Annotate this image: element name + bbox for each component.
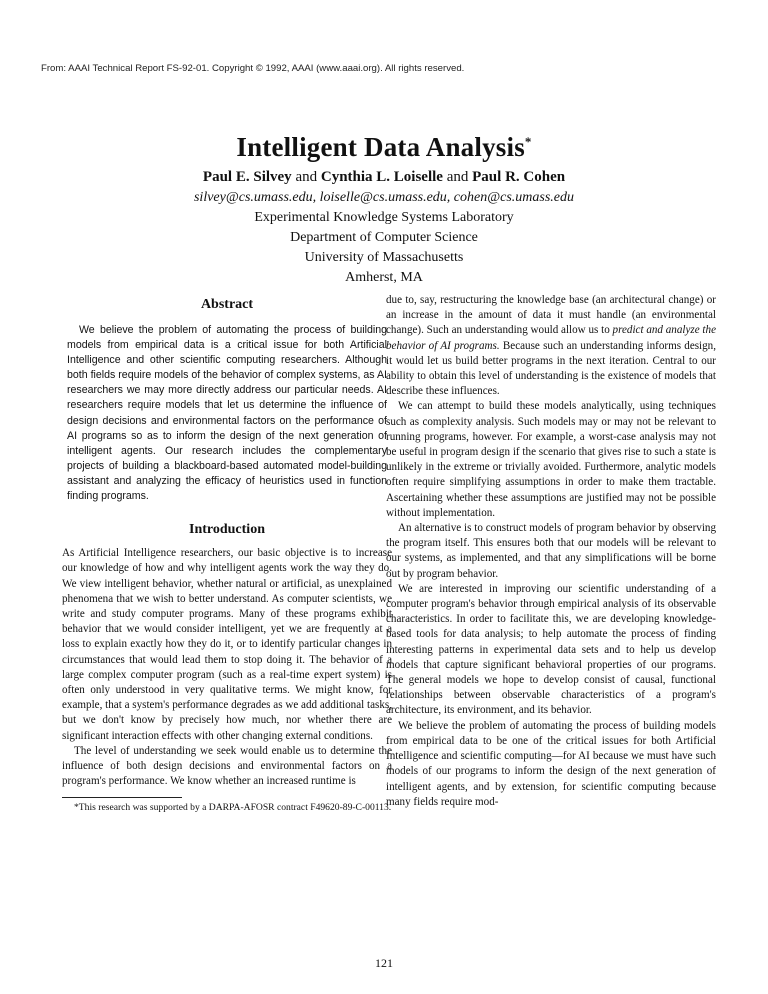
emphasis-predict-analyze: predict and analyze the behavior of AI programs. — [386, 324, 716, 352]
author-2: Cynthia L. Loiselle — [320, 169, 443, 185]
author-3: Paul R. Cohen — [472, 169, 566, 185]
affiliation-department: Department of Computer Science — [290, 230, 478, 245]
affiliation-university: University of Massachusetts — [304, 250, 464, 265]
author-emails: silvey@cs.umass.edu, loiselle@cs.umass.edu, cohen@cs.umass.edu — [193, 190, 575, 205]
right-column — [386, 293, 716, 810]
title-block — [0, 130, 768, 288]
left-column — [62, 293, 392, 815]
page-number: 121 — [375, 956, 393, 970]
author-list — [0, 167, 768, 188]
intro-paragraph-5: We are interested in improving our scientific understanding of a computer program's behavior through empirical analysis of its observable characteristics. In order to facilitate this, we are developing knowledge-based tools for data analysis; to help automate the process of finding interesting patterns in experimental data sets and to help us develop models that capture significant behavioral properties of our programs. The general models we hope to develop consist of causal, functional relationships between observable characteristics of a program's architecture, its environment, and its behavior. — [386, 582, 716, 717]
author-separator: and — [295, 169, 318, 185]
intro-paragraph-4: An alternative is to construct models of program behavior by observing the program itself. This ensures both that our models will be relevant to our systems, as implemented, and that any simplifications will be borne out by program behavior. — [386, 522, 716, 580]
introduction-heading: Introduction — [189, 522, 265, 538]
intro-paragraph-1: As Artificial Intelligence researchers, our basic objective is to increase our knowledge of how and why intelligent agents work the way they do. We view intelligent behavior, whether natural or artificial, as unexplained phenomena that we wish to better understand. As computer scientists, we write and study computer programs. Many of these programs exhibit behavior that we would consider intelligent, yet we are frequently at a loss to explain exactly how they do it, or to identify particular changes in circumstances that would lead them to stop doing it. The behavior of a large complex computer program (such as a real-time expert system) is often only understood in very qualitative terms. We might know, for example, that a system's performance degrades as we add additional tasks, but we don't know by precisely how much, nor whether there are significant interaction effects with other changing external conditions. — [62, 547, 392, 742]
intro-paragraph-2: The level of understanding we seek would enable us to determine the influence of both design decisions and environmental factors on a program's performance. We know whether an increased runtime is — [62, 744, 392, 788]
intro-paragraph-3: We can attempt to build these models analytically, using techniques such as complexity analysis. Such models may or may not be relevant to running programs, however. For example, a worst-case analysis may not be useful in program design if the scenario that gives rise to such a state is unlikely in the extreme or trivially avoided. Furthermore, analytic models often require simplifying assumptions in order to make them tractable. Ascertaining whether these assumptions are justified may not be possible without implementation. — [386, 400, 716, 519]
title-footnote-mark: * — [524, 134, 532, 149]
footnote-divider — [62, 797, 182, 798]
author-separator: and — [446, 169, 469, 185]
affiliation-city: Amherst, MA — [345, 270, 423, 285]
abstract-text: We believe the problem of automating the process of building models from empirical data is a critical issue for both Artificial Intelligence and other scientific computing researchers. Although both fields require models of the behavior of complex systems, as AI researchers we may more directly address our particular needs. AI researchers require models that let us determine the influence of design decisions and environmental factors on the performance of AI programs so as to inform the design of the next generation of intelligent agents. Our research includes the complementary projects of building a blackboard-based automated model-building assistant and analyzing the efficacy of heuristics used in function finding programs. — [67, 324, 387, 503]
copyright-note: From: AAAI Technical Report FS-92-01. Copyright © 1992, AAAI (www.aaai.org). All rights reserved. — [41, 63, 465, 74]
footnote: *This research was supported by a DARPA-AFOSR contract F49620-89-C-00113. — [74, 802, 392, 814]
intro-paragraph-6: We believe the problem of automating the process of building models from empirical data to be one of the critical issues for both Artificial Intelligence and scientific computing—for AI because we must have such models of our programs to inform the design of the next generation of intelligent agents, and by extension, for scientific computing because many fields require mod- — [386, 719, 716, 808]
author-1: Paul E. Silvey — [202, 169, 292, 185]
intro-paragraph-2-continued: due to, say, restructuring the knowledge base (an architectural change) or an increase in the amount of data it must handle (an environmental change). Such an understanding would allow us to predict and analyze the behavior of AI programs. Because such an understanding informs design, it would let us build better programs in the next iteration. Central to our ability to obtain this level of understanding is the existence of models that describe these influences. — [386, 294, 717, 398]
paper-title: Intelligent Data Analysis* — [236, 132, 532, 162]
affiliation-lab: Experimental Knowledge Systems Laboratory — [254, 210, 514, 225]
abstract-heading: Abstract — [200, 297, 254, 312]
